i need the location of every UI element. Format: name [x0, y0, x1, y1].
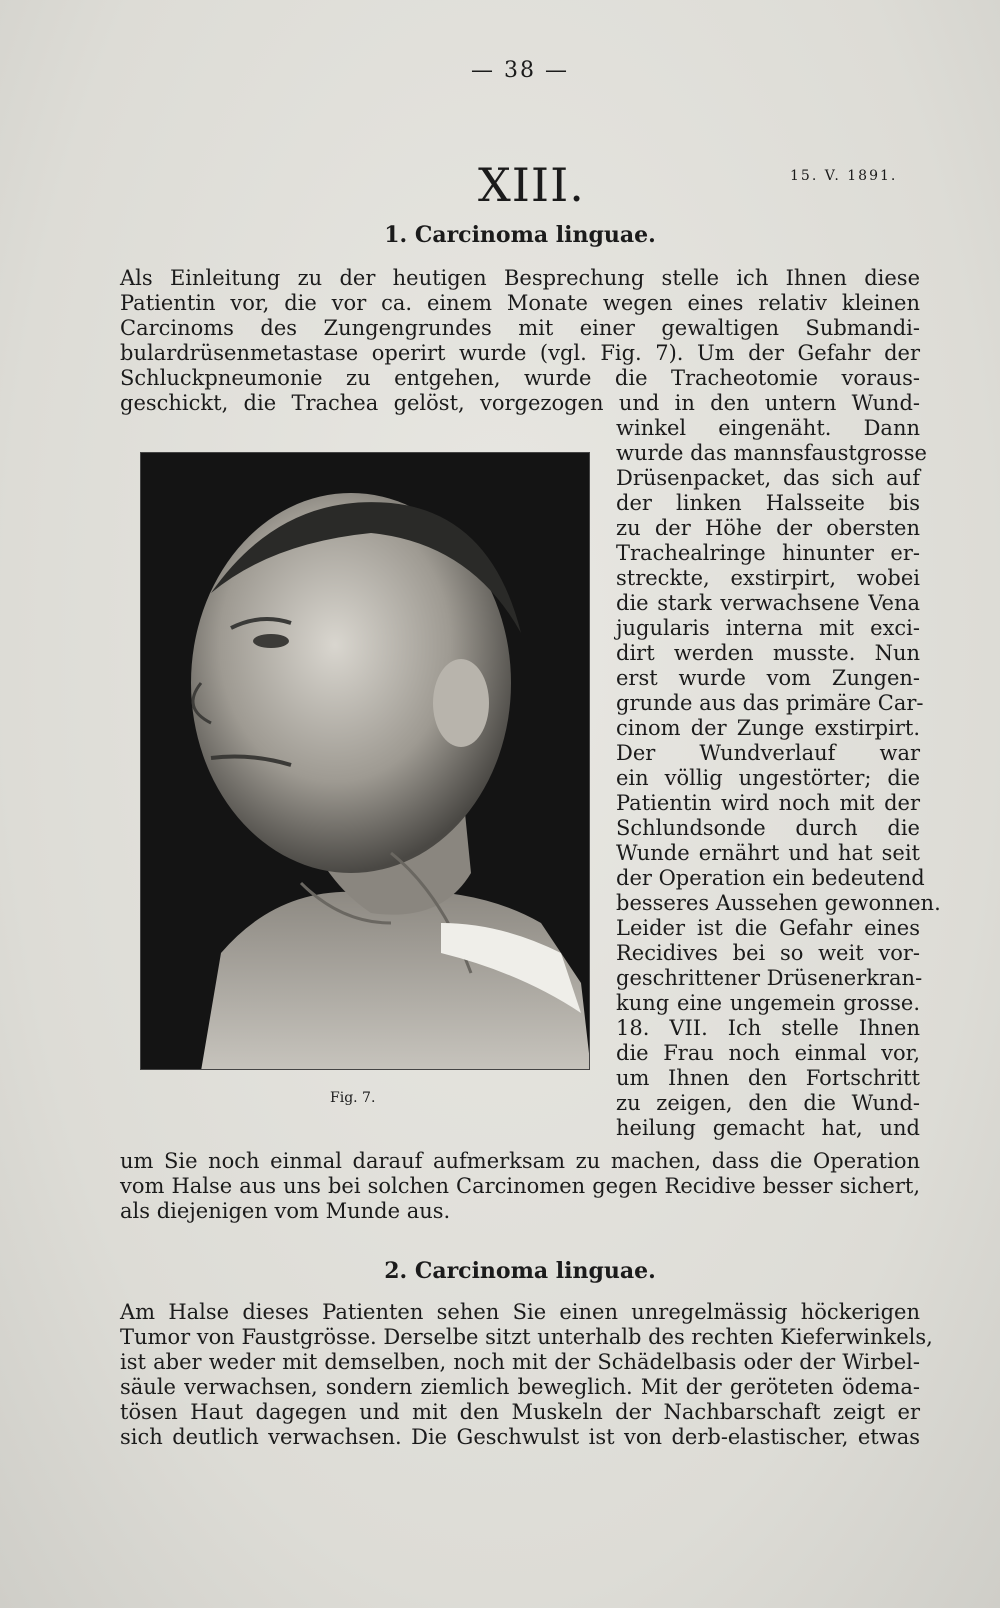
text-line: um Sie noch einmal darauf aufmerksam zu machen, dass die Operation — [120, 1149, 920, 1173]
text-line: sich deutlich verwachsen. Die Geschwulst ist von derb-elastischer, etwas — [120, 1425, 920, 1449]
text-line: jugularis interna mit exci- — [616, 616, 920, 640]
text-line: zu zeigen, den die Wund- — [616, 1091, 920, 1115]
text-line: vom Halse aus uns bei solchen Carcinomen gegen Recidive besser sichert, — [120, 1174, 920, 1198]
text-line: kung eine ungemein grosse. — [616, 991, 920, 1015]
text-line: besseres Aussehen gewonnen. — [616, 891, 941, 915]
text-line: wurde das mannsfaustgrosse — [616, 441, 927, 465]
text-line: ist aber weder mit demselben, noch mit der Schädelbasis oder der Wirbel- — [120, 1350, 920, 1374]
text-line: ein völlig ungestörter; die — [616, 766, 920, 790]
text-line: tösen Haut dagegen und mit den Muskeln der Nachbarschaft zeigt er — [120, 1400, 920, 1424]
section-1-closing-paragraph — [120, 1149, 920, 1224]
text-line: 18. VII. Ich stelle Ihnen — [616, 1016, 920, 1040]
text-line: heilung gemacht hat, und — [616, 1116, 920, 1140]
text-line: der Operation ein bedeutend — [616, 866, 925, 890]
text-line: geschickt, die Trachea gelöst, vorgezogen und in den untern Wund- — [120, 391, 920, 415]
text-line: Der Wundverlauf war — [616, 741, 920, 765]
text-line: Patientin wird noch mit der — [616, 791, 920, 815]
text-line: Schlundsonde durch die — [616, 816, 920, 840]
text-line: zu der Höhe der obersten — [616, 516, 920, 540]
text-line: Wunde ernährt und hat seit — [616, 841, 920, 865]
text-line: Drüsenpacket, das sich auf — [616, 466, 920, 490]
text-line: cinom der Zunge exstirpirt. — [616, 716, 920, 740]
text-line: Recidives bei so weit vor- — [616, 941, 920, 965]
text-line: dirt werden musste. Nun — [616, 641, 920, 665]
text-line: Schluckpneumonie zu entgehen, wurde die Tracheotomie voraus- — [120, 366, 920, 390]
chapter-number: XIII. — [478, 158, 585, 212]
lecture-date: 15. V. 1891. — [790, 168, 898, 184]
section-1-right-column — [616, 416, 941, 1141]
text-line: bulardrüsenmetastase operirt wurde (vgl. Fig. 7). Um der Gefahr der — [120, 341, 920, 365]
text-line: erst wurde vom Zungen- — [616, 666, 920, 690]
text-line: streckte, exstirpirt, wobei — [616, 566, 920, 590]
section-2-paragraph — [120, 1300, 933, 1450]
text-line: geschrittener Drüsenerkran- — [616, 966, 923, 990]
text-line: die Frau noch einmal vor, — [616, 1041, 920, 1065]
patient-photograph — [140, 452, 590, 1070]
text-line: winkel eingenäht. Dann — [616, 416, 920, 440]
text-line: als diejenigen vom Munde aus. — [120, 1199, 451, 1223]
page-number: — 38 — — [471, 58, 569, 83]
text-line: der linken Halsseite bis — [616, 491, 920, 515]
patient-portrait-illustration — [141, 453, 590, 1070]
text-line: grunde aus das primäre Car- — [616, 691, 924, 715]
text-line: säule verwachsen, sondern ziemlich beweglich. Mit der geröteten ödema- — [120, 1375, 920, 1399]
section-1-intro-paragraph — [120, 266, 920, 416]
text-line: um Ihnen den Fortschritt — [616, 1066, 920, 1090]
text-line: Am Halse dieses Patienten sehen Sie einen unregelmässig höckerigen — [120, 1300, 920, 1324]
text-line: Leider ist die Gefahr eines — [616, 916, 920, 940]
text-line: Als Einleitung zu der heutigen Besprechung stelle ich Ihnen diese — [120, 266, 920, 290]
text-line: Tumor von Faustgrösse. Derselbe sitzt unterhalb des rechten Kieferwinkels, — [120, 1325, 933, 1349]
text-line: die stark verwachsene Vena — [616, 591, 920, 615]
figure-caption: Fig. 7. — [330, 1090, 376, 1106]
text-line: Trachealringe hinunter er- — [616, 541, 920, 565]
text-line: Patientin vor, die vor ca. einem Monate wegen eines relativ kleinen — [120, 291, 920, 315]
section-1-heading: 1. Carcinoma linguae. — [384, 222, 656, 248]
section-2-heading: 2. Carcinoma linguae. — [384, 1258, 656, 1284]
text-line: Carcinoms des Zungengrundes mit einer gewaltigen Submandi- — [120, 316, 920, 340]
